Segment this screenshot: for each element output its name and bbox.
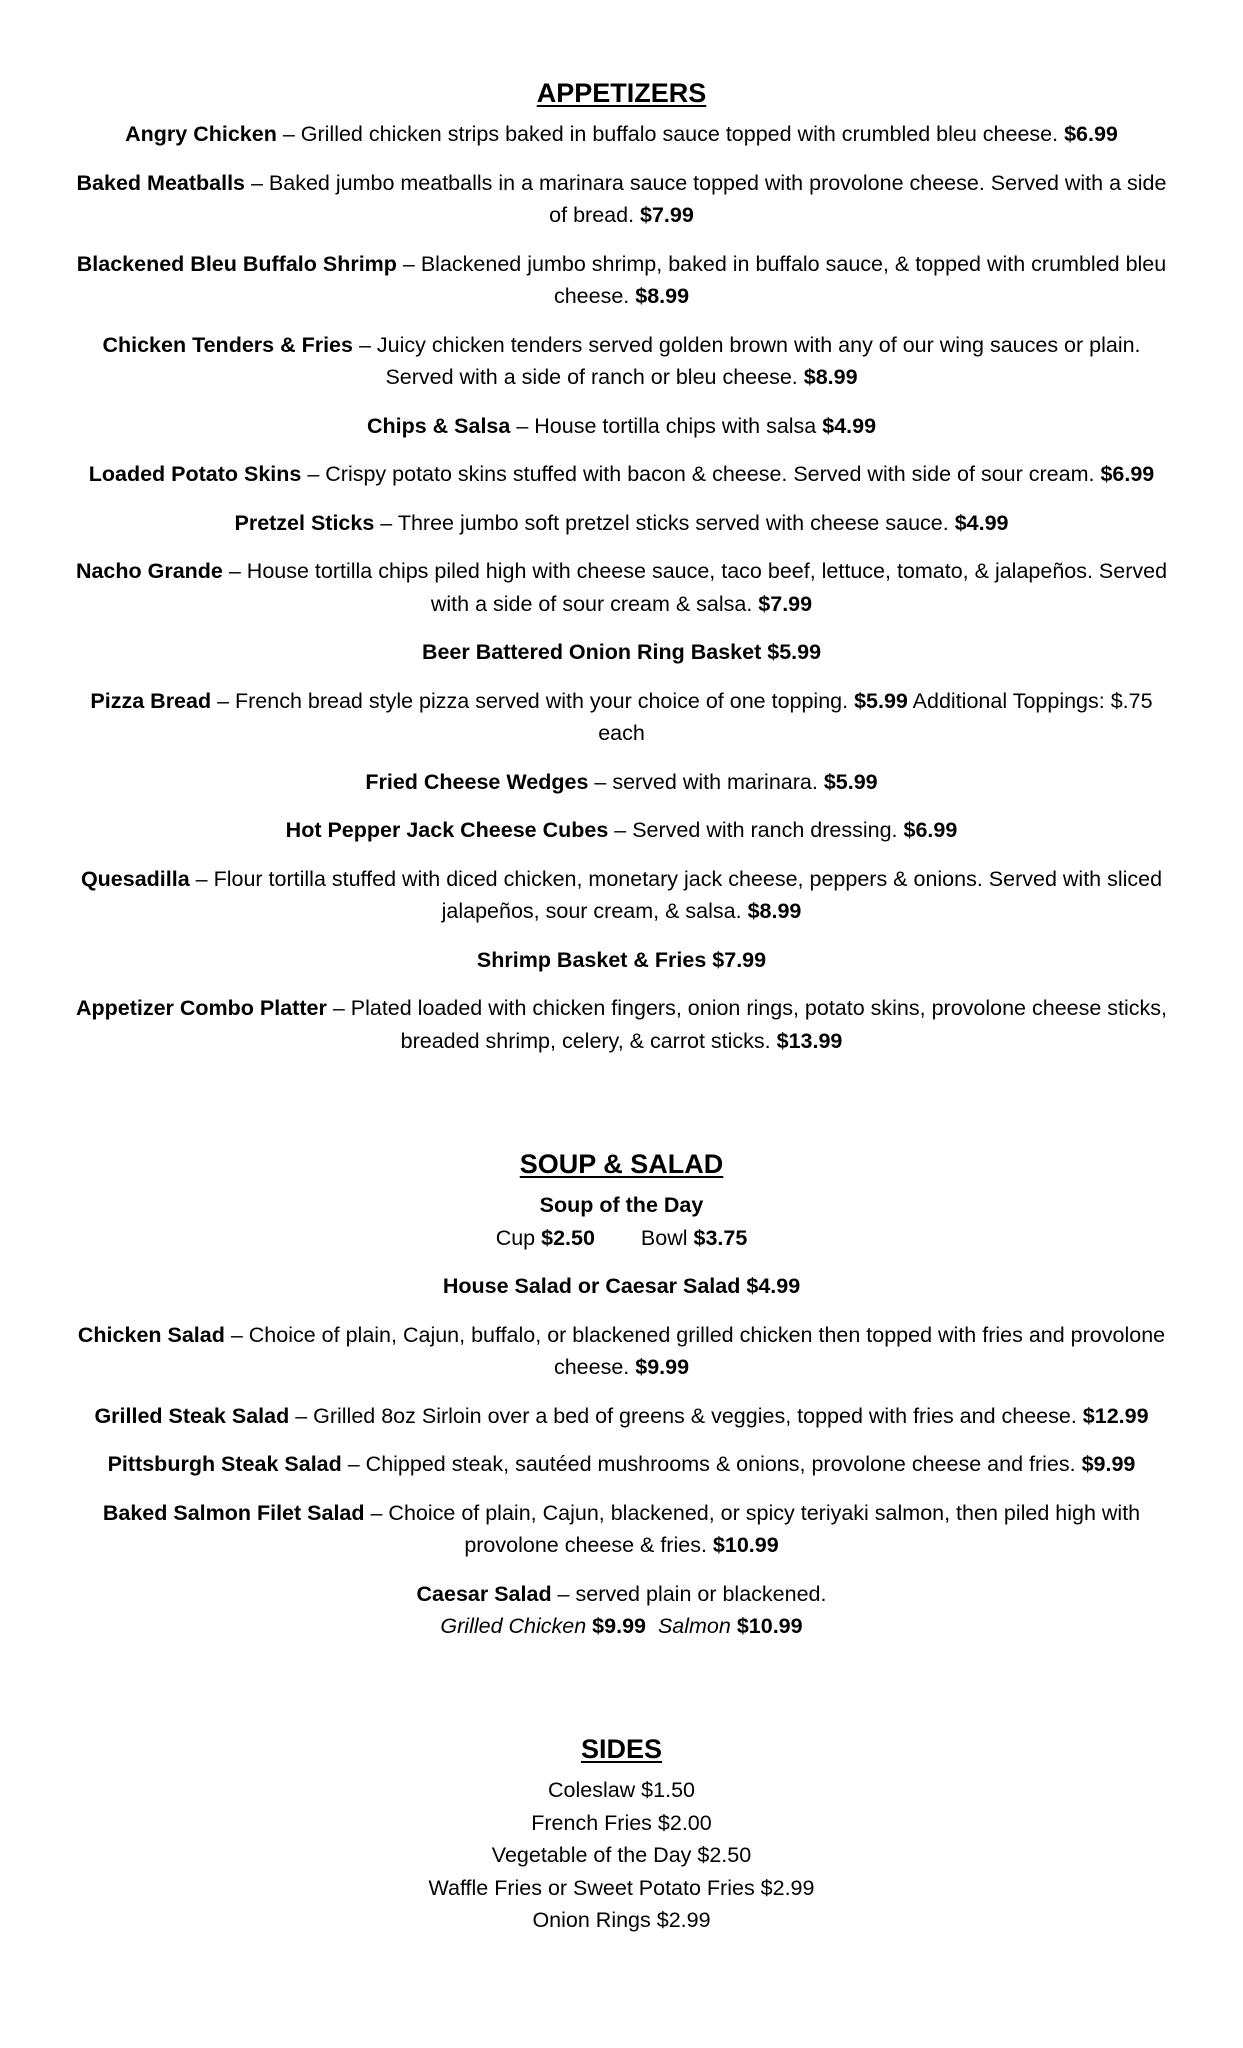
side-item: Onion Rings $2.99 <box>532 1908 711 1932</box>
item-separator: – <box>224 1322 249 1347</box>
menu-item <box>70 118 1173 151</box>
option-gap <box>646 1614 658 1638</box>
item-name: Beer Battered Onion Ring Basket <box>421 640 768 664</box>
item-price: $9.99 <box>1081 1452 1136 1476</box>
item-description: served with marinara. <box>612 769 824 794</box>
item-separator: – <box>374 510 398 535</box>
item-separator: – <box>510 413 535 438</box>
item-separator: – <box>364 1500 389 1525</box>
menu-item <box>70 636 1173 669</box>
item-description: House tortilla chips with salsa <box>534 413 823 438</box>
item-separator: – <box>352 332 377 357</box>
item-separator: – <box>222 559 247 583</box>
menu-item <box>70 1319 1173 1384</box>
item-separator: – <box>276 122 301 146</box>
menu-item <box>70 992 1173 1057</box>
item-name: House Salad or Caesar Salad <box>442 1274 747 1298</box>
item-price: $7.99 <box>758 591 813 616</box>
item-separator: – <box>588 769 613 794</box>
item-description: Choice of plain, Cajun, blackened, or spicy teriyaki salmon, then piled high with provolone cheese & fries. <box>388 1500 1141 1557</box>
menu-item <box>70 863 1173 928</box>
soup-name: Soup of the Day <box>539 1193 704 1217</box>
item-name: Chicken Tenders & Fries <box>102 332 353 357</box>
menu-item <box>70 1448 1173 1481</box>
menu-item <box>70 555 1173 620</box>
sides-heading: SIDES <box>580 1734 663 1764</box>
menu-item <box>70 507 1173 540</box>
item-price: $5.99 <box>823 769 878 794</box>
item-name: Quesadilla <box>80 866 190 891</box>
side-item: Waffle Fries or Sweet Potato Fries $2.99 <box>428 1875 815 1900</box>
item-separator: – <box>301 462 326 486</box>
item-price: $6.99 <box>1064 122 1118 146</box>
soup-salad-heading: SOUP & SALAD <box>519 1149 724 1179</box>
item-description: Grilled 8oz Sirloin over a bed of greens & veggies, topped with fries and cheese. <box>313 1403 1083 1428</box>
bowl-price: $3.75 <box>693 1225 748 1250</box>
item-price: $8.99 <box>635 284 690 308</box>
item-extra: Additional Toppings: $.75 each <box>598 688 1153 745</box>
appetizers-heading: APPETIZERS <box>536 78 707 108</box>
chicken-label: Grilled Chicken <box>440 1614 587 1638</box>
menu-item <box>70 410 1173 443</box>
bowl-label: Bowl <box>640 1225 694 1250</box>
item-price: $7.99 <box>640 203 694 227</box>
menu-item <box>70 944 1173 977</box>
item-price: $9.99 <box>635 1355 690 1379</box>
appetizers-section <box>70 76 1173 1073</box>
menu-item <box>70 248 1173 313</box>
item-price: $12.99 <box>1082 1403 1149 1428</box>
side-item: French Fries $2.00 <box>531 1810 712 1835</box>
item-name: Fried Cheese Wedges <box>365 769 589 794</box>
item-price: $4.99 <box>746 1274 801 1298</box>
menu-item <box>70 1400 1173 1433</box>
item-name: Blackened Bleu Buffalo Shrimp <box>76 251 397 276</box>
item-description: Plated loaded with chicken fingers, onion rings, potato skins, provolone cheese sticks, breaded shrimp, celery, & carrot sticks. <box>350 996 1168 1053</box>
item-name: Angry Chicken <box>125 122 277 146</box>
item-price: $7.99 <box>712 947 767 972</box>
item-description: Flour tortilla stuffed with diced chicken, monetary jack cheese, peppers & onions. Served with sliced jalapeños, sour cream, & salsa. <box>213 866 1163 923</box>
item-name: Appetizer Combo Platter <box>75 996 327 1020</box>
item-description: Chipped steak, sautéed mushrooms & onions, provolone cheese and fries. <box>365 1452 1082 1476</box>
item-description: French bread style pizza served with your choice of one topping. <box>235 688 855 713</box>
item-price: $10.99 <box>712 1533 779 1557</box>
item-name: Hot Pepper Jack Cheese Cubes <box>285 818 609 842</box>
salmon-label: Salmon <box>657 1614 731 1638</box>
item-separator: – <box>396 251 421 276</box>
sides-list <box>70 1774 1173 1937</box>
menu-item <box>70 766 1173 799</box>
item-price: $6.99 <box>1100 462 1155 486</box>
item-description: Grilled chicken strips baked in buffalo sauce topped with crumbled bleu cheese. <box>300 122 1065 146</box>
caesar-options <box>70 1610 1173 1643</box>
item-name: Pretzel Sticks <box>234 510 375 535</box>
menu-item <box>70 458 1173 491</box>
item-name: Pizza Bread <box>90 688 212 713</box>
item-name: Baked Meatballs <box>76 170 246 195</box>
item-price: $4.99 <box>822 413 877 438</box>
item-separator: – <box>245 170 269 195</box>
menu-item <box>70 814 1173 847</box>
item-description: served plain or blackened. <box>575 1581 827 1606</box>
item-separator: – <box>326 996 351 1020</box>
item-name: Caesar Salad <box>416 1581 552 1606</box>
item-price: $5.99 <box>854 688 908 713</box>
soup-of-the-day <box>70 1189 1173 1254</box>
item-name: Chicken Salad <box>77 1322 225 1347</box>
item-price: $13.99 <box>776 1028 843 1053</box>
item-price: $8.99 <box>803 365 858 389</box>
menu-item <box>70 329 1173 394</box>
chicken-price: $9.99 <box>586 1614 646 1638</box>
item-separator: – <box>341 1452 366 1476</box>
menu-item <box>70 1497 1173 1562</box>
menu-item <box>70 167 1173 232</box>
side-item: Vegetable of the Day $2.50 <box>491 1843 752 1867</box>
menu-item <box>70 1270 1173 1303</box>
menu-item <box>70 685 1173 750</box>
item-price: $6.99 <box>903 818 958 842</box>
item-name: Nacho Grande <box>75 559 223 583</box>
item-name: Pittsburgh Steak Salad <box>107 1452 342 1476</box>
item-price: $4.99 <box>954 510 1009 535</box>
item-description: Three jumbo soft pretzel sticks served with cheese sauce. <box>397 510 955 535</box>
item-description: Juicy chicken tenders served golden brown with any of our wing sauces or plain. Served with a side of ranch or bleu cheese. <box>376 332 1141 389</box>
soup-salad-section <box>70 1147 1173 1659</box>
cup-price: $2.50 <box>541 1225 595 1250</box>
item-description: Served with ranch dressing. <box>632 818 904 842</box>
item-description: Blackened jumbo shrimp, baked in buffalo sauce, & topped with crumbled bleu cheese. <box>420 251 1167 308</box>
cup-label: Cup <box>495 1225 542 1250</box>
item-separator: – <box>189 866 214 891</box>
item-description: House tortilla chips piled high with cheese sauce, taco beef, lettuce, tomato, & jalapeños. Served with a side of sour cream & salsa. <box>246 559 1168 616</box>
item-description: Baked jumbo meatballs in a marinara sauce topped with provolone cheese. Served with a side of bread. <box>268 170 1167 227</box>
item-name: Grilled Steak Salad <box>94 1403 290 1428</box>
item-separator: – <box>608 818 633 842</box>
sides-section <box>70 1732 1173 1937</box>
item-separator: – <box>551 1581 576 1606</box>
item-name: Chips & Salsa <box>366 413 511 438</box>
item-name: Loaded Potato Skins <box>88 462 302 486</box>
soup-prices <box>70 1222 1173 1255</box>
caesar-salad-item <box>70 1578 1173 1643</box>
salmon-price: $10.99 <box>730 1614 803 1638</box>
side-item: Coleslaw $1.50 <box>547 1778 695 1802</box>
item-name: Shrimp Basket & Fries <box>476 947 713 972</box>
item-price: $8.99 <box>747 899 802 923</box>
item-description: Choice of plain, Cajun, buffalo, or blackened grilled chicken then topped with fries and provolone cheese. <box>248 1322 1166 1379</box>
item-separator: – <box>289 1403 314 1428</box>
item-separator: – <box>211 688 236 713</box>
item-name: Baked Salmon Filet Salad <box>102 1500 365 1525</box>
item-description: Crispy potato skins stuffed with bacon & cheese. Served with side of sour cream. <box>325 462 1101 486</box>
item-price: $5.99 <box>767 640 822 664</box>
